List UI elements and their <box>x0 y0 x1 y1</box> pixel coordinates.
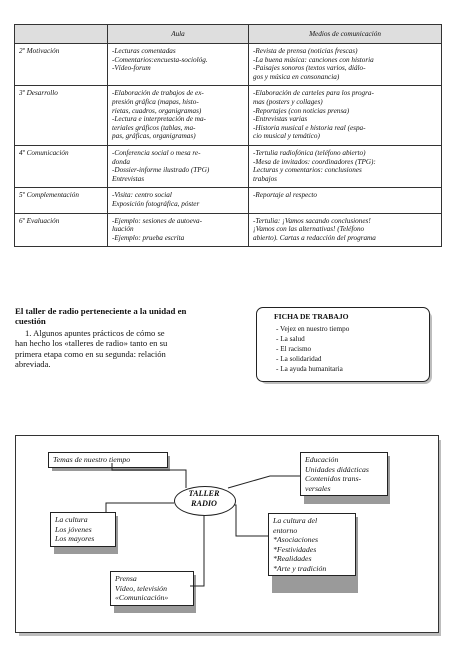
aula-line: pas, gráficas, organigramas) <box>112 132 196 141</box>
box-entorno-text: *Arte y tradición <box>273 563 327 573</box>
box-educacion-text: Unidades didácticas <box>305 464 369 474</box>
medios-line: -Reportaje al respecto <box>253 191 318 200</box>
aula-line: -Lectura e interpretación de ma- <box>112 115 206 124</box>
aula-line: donda <box>112 157 130 166</box>
aula-line: -Ejemplo: sesiones de autoeva- <box>112 216 203 225</box>
aula-line: -Comentarios:encuesta-sociológ. <box>112 55 208 64</box>
medios-line: abierto). Cartas a redacción del programa <box>253 233 376 242</box>
aula-line: -Visita: centro social <box>112 191 172 200</box>
box-educacion-text: versales <box>305 483 331 493</box>
aula-line: -Dossier-informe ilustrado (TPG) <box>112 166 210 175</box>
ficha-item: - Vejez en nuestro tiempo <box>276 325 350 333</box>
aula-line: Exposición fotográfica, póster <box>112 199 200 208</box>
medios-line: mas (posters y collages) <box>253 97 323 106</box>
medios-line: Lecturas y comentarios: conclusiones <box>253 166 362 175</box>
table-header-medios: Medios de comunicación <box>249 25 442 44</box>
medios-line: -Tertulia: ¡Vamos sacando conclusiones! <box>253 216 371 225</box>
body-line: primera etapa como en su segunda: relación <box>15 348 166 359</box>
box-entorno-text: *Festividades <box>273 544 317 554</box>
body-line: abreviada. <box>15 359 51 370</box>
medios-line: trabajos <box>253 174 277 183</box>
phase-cell: 2º Motivación <box>15 44 108 86</box>
medios-line: -Elaboración de carteles para los progra- <box>253 89 374 98</box>
ficha-item: - La solidaridad <box>276 355 322 363</box>
phase-cell: 5º Complementación <box>15 188 108 213</box>
aula-line: Entrevistas <box>112 174 145 183</box>
medios-line: -Reportajes (con noticias prensa) <box>253 106 350 115</box>
medios-line: -Entrevistas varias <box>253 115 308 124</box>
body-line: 1. Algunos apuntes prácticos de cómo se <box>25 328 165 338</box>
ficha-item: - El racismo <box>276 345 312 353</box>
aula-line: -Vídeo-forum <box>112 64 151 73</box>
medios-line: ¡Vamos con las alternativas! (Teléfono <box>253 225 365 234</box>
body-line: han hecho los «talleres de radio» tanto en su <box>15 338 168 349</box>
center-label <box>174 489 234 509</box>
box-prensa-text: Vídeo, televisión <box>115 583 167 593</box>
box-temas-text: Temas de nuestro tiempo <box>53 455 131 464</box>
box-entorno-text: *Asociaciones <box>273 535 319 544</box>
medios-line: -Tertulia radiofónica (teléfono abierto) <box>253 148 366 157</box>
ficha-title: FICHA DE TRABAJO <box>274 312 349 321</box>
box-cultura-text: Los mayores <box>55 534 95 543</box>
aula-line: luación <box>112 225 134 234</box>
connector-prensa <box>190 514 204 586</box>
aula-line: -Elaboración de trabajos de ex- <box>112 89 204 98</box>
box-educacion-text: Contenidos trans- <box>305 474 362 483</box>
box-cultura-text: La cultura <box>55 515 88 524</box>
box-educacion-text: Educación <box>305 455 339 464</box>
phase-cell: 4º Comunicación <box>15 145 108 187</box>
aula-line: -Lecturas comentadas <box>112 47 176 55</box>
box-prensa-text: Prensa <box>115 574 137 583</box>
aula-line: presión gráfica (mapas, histo- <box>112 97 199 106</box>
box-cultura-text: Los jóvenes <box>55 524 92 534</box>
medios-line: -Paisajes sonoros (textos varios, diálo- <box>253 64 366 73</box>
phase-cell: 6º Evaluación <box>15 213 108 247</box>
aula-line: rietas, cuadros, organigramas) <box>112 106 202 115</box>
section-title-line: El taller de radio perteneciente a la unidad en <box>15 306 187 316</box>
medios-line: gos y música en consonancia) <box>253 72 340 81</box>
aula-line: -Ejemplo: prueba escrita <box>112 233 185 242</box>
section-title-line: cuestión <box>15 316 46 326</box>
table-header-aula: Aula <box>108 25 249 44</box>
medios-line: -Revista de prensa (noticias frescas) <box>253 47 358 55</box>
medios-line: cio musical y temático) <box>253 132 320 141</box>
box-entorno-text: *Realidades <box>273 554 312 563</box>
ficha-item: - La ayuda humanitaria <box>276 365 343 373</box>
box-entorno-text: entorno <box>273 525 298 535</box>
medios-line: -La buena música: canciones con historia <box>253 55 374 64</box>
aula-line: -Conferencia social o mesa re- <box>112 148 201 157</box>
center-label-line: TALLER <box>188 489 220 498</box>
aula-line: teriales gráficos (tablas, ma- <box>112 123 196 132</box>
medios-line: -Mesa de invitados: coordinadores (TPG): <box>253 157 376 166</box>
phase-cell: 3º Desarrollo <box>15 86 108 146</box>
center-label-line: RADIO <box>191 499 217 508</box>
connector-entorno <box>232 505 268 536</box>
connector-educacion <box>228 476 300 488</box>
box-prensa-text: «Comunicación» <box>115 593 169 602</box>
connector-cultura <box>106 503 174 512</box>
ficha-item: - La salud <box>276 335 305 343</box>
box-entorno-text: La cultura del <box>273 516 318 525</box>
connector-temas <box>112 463 186 488</box>
medios-line: -Historia musical e historia real (espa- <box>253 123 366 132</box>
